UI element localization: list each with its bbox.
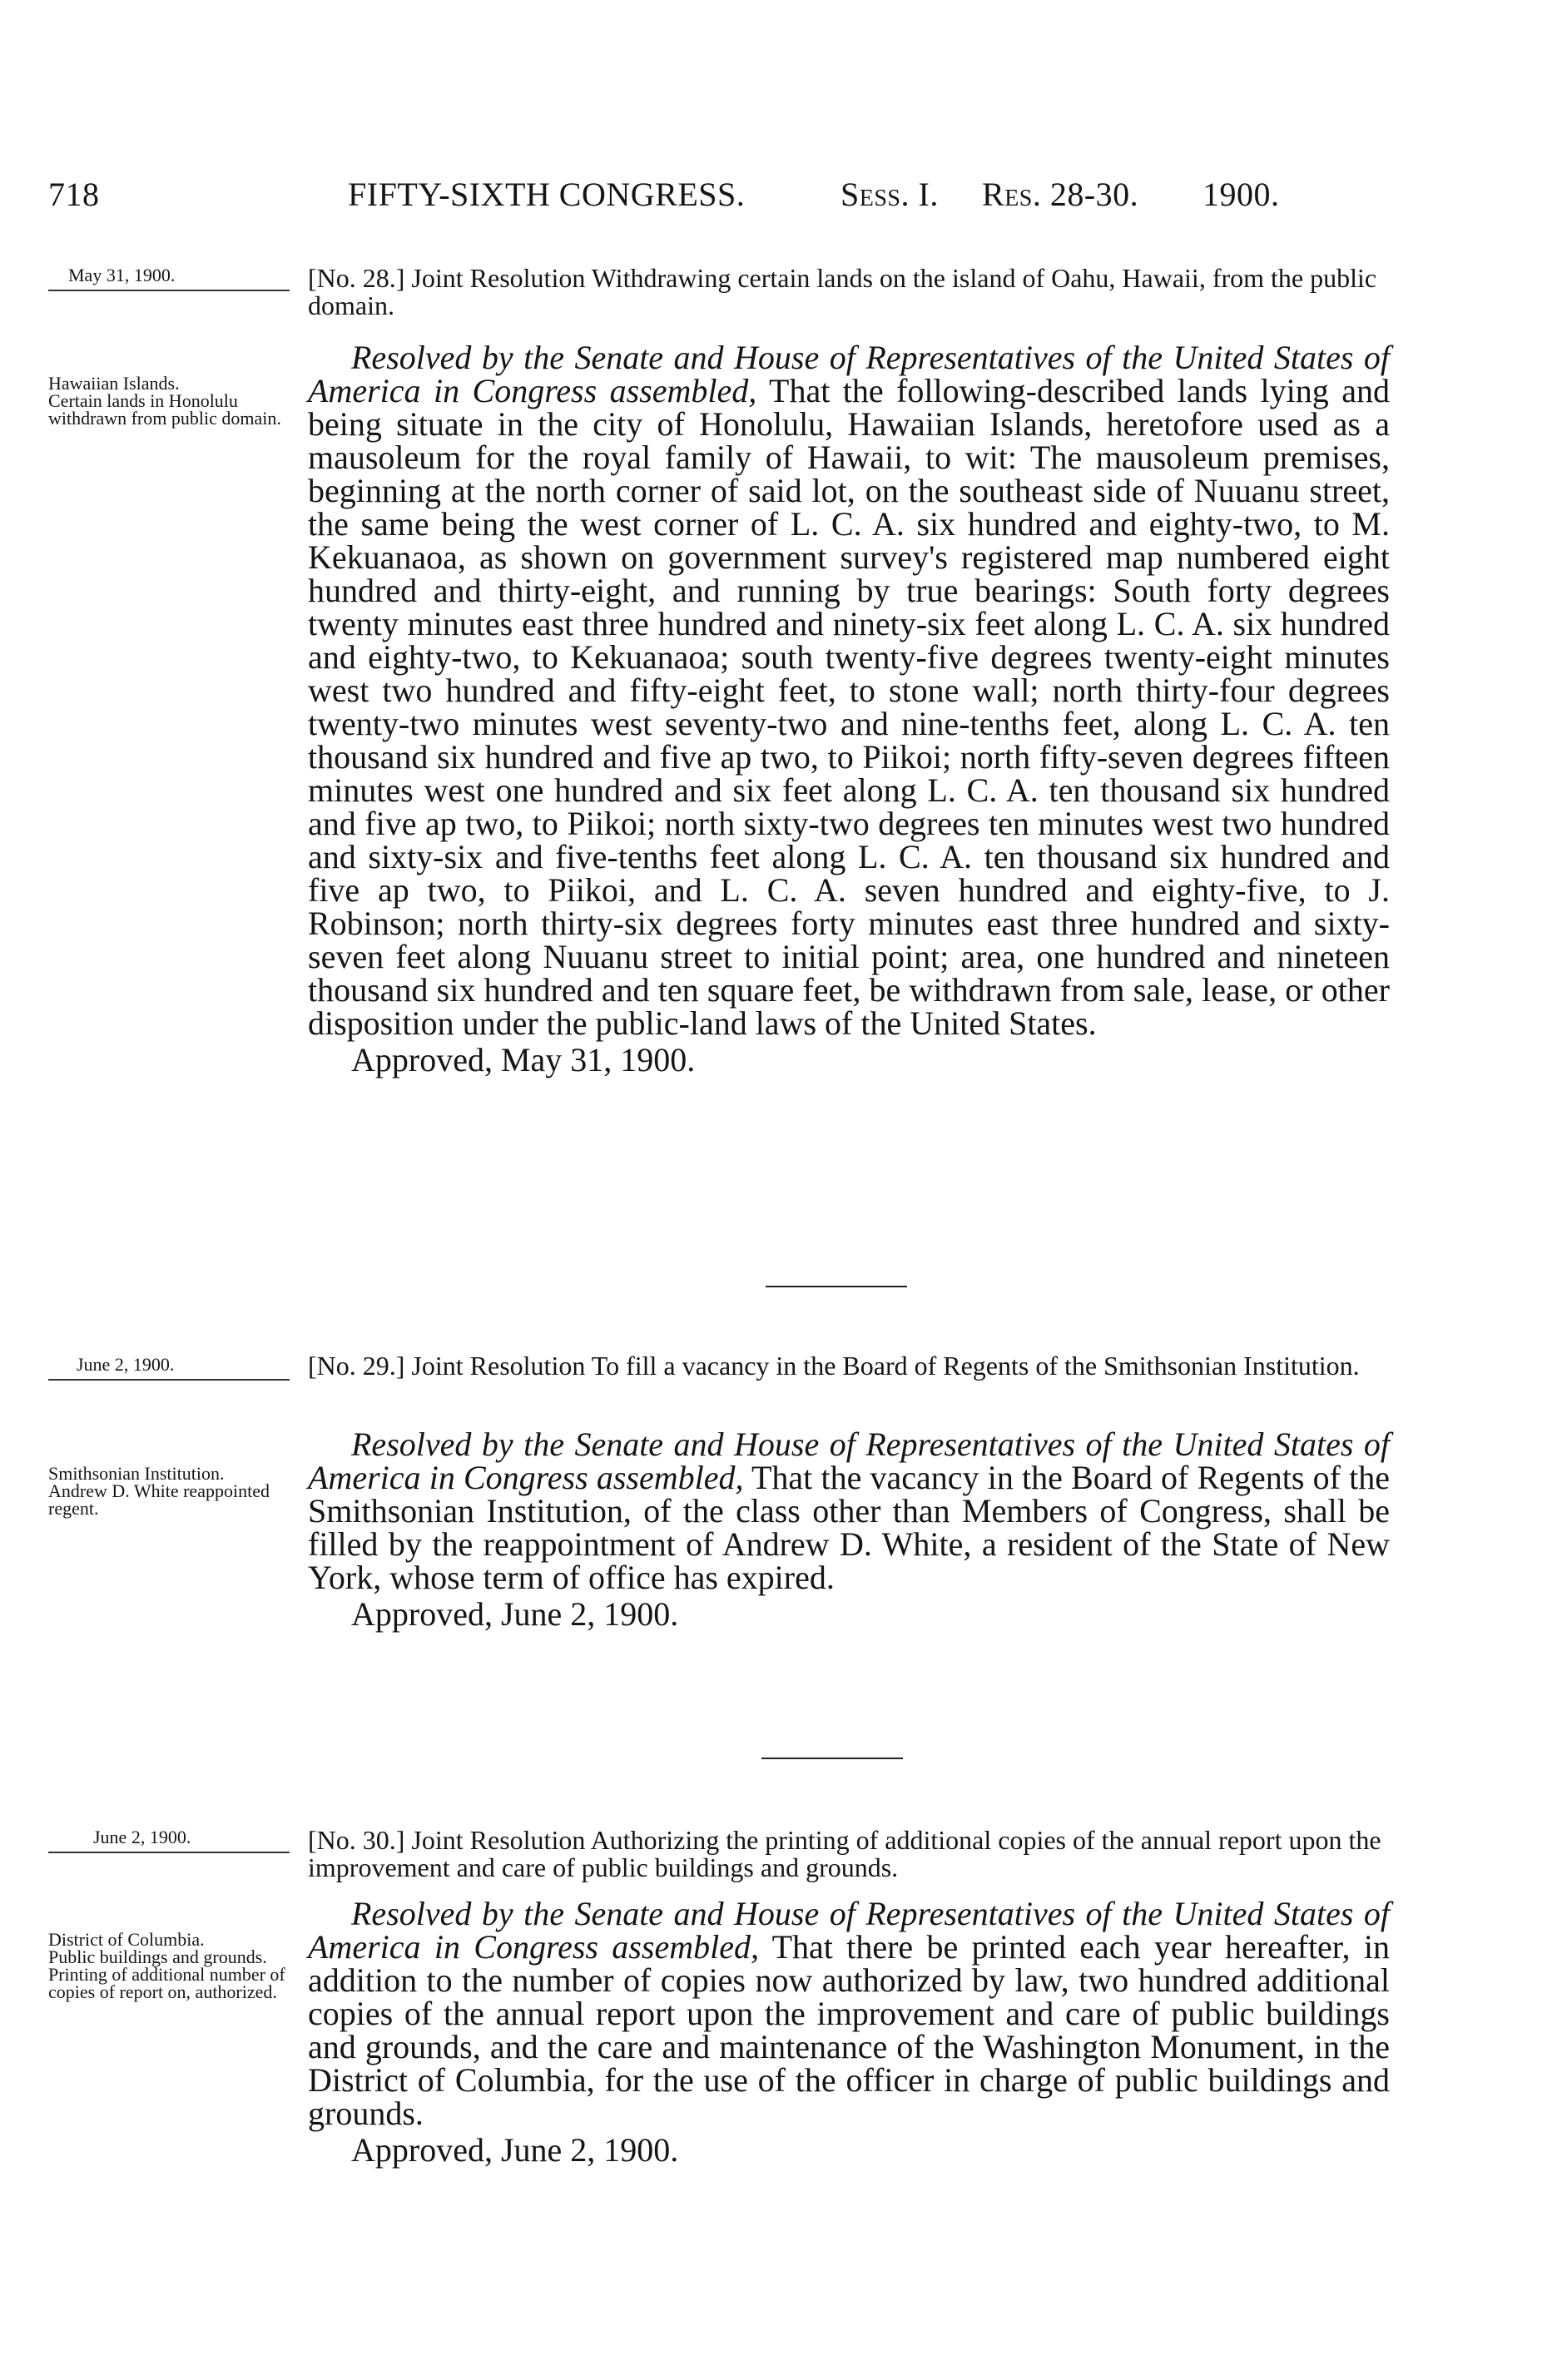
enacting-clause: Resolved by the Senate and House of Representatives of the United States of America in Congress assembled, [308, 1426, 1390, 1496]
separator-rule [766, 1286, 907, 1287]
page-number: 718 [48, 176, 100, 213]
resolution-28-title [308, 265, 1381, 320]
margin-note: Certain lands in Honolulu withdrawn from public domain. [48, 390, 281, 429]
resolution-30-title-text: Joint Resolution Authorizing the printing of additional copies of the annual report upon the improvement and care of public buildings and grounds. [308, 1825, 1381, 1882]
margin-note: Printing of additional number of copies of report on, authorized. [48, 1964, 285, 2002]
date-rule [48, 1379, 290, 1381]
resolution-29-date: June 2, 1900. [77, 1354, 175, 1375]
margin-note: District of Columbia. [48, 1929, 205, 1950]
session-label: Sess. I. [841, 176, 939, 213]
margin-note: Public buildings and grounds. [48, 1946, 267, 1967]
resolution-29-body [308, 1428, 1390, 1631]
date-rule [48, 290, 290, 291]
approved-line: Approved, June 2, 1900. [351, 1595, 679, 1633]
header-year: 1900. [1202, 176, 1280, 213]
resolution-28-title-text: Joint Resolution Withdrawing certain lands on the island of Oahu, Hawaii, from the public domain. [308, 263, 1377, 320]
resolution-30-date: June 2, 1900. [93, 1827, 191, 1847]
enacting-clause: Resolved by the Senate and House of Representatives of the United States of America in Congress assembled, [308, 1895, 1390, 1966]
resolution-30-title [308, 1827, 1381, 1882]
approved-line: Approved, June 2, 1900. [351, 2131, 679, 2169]
resolution-text: That the vacancy in the Board of Regents of the Smithsonian Institution, of the class other than Members of Congress, shall be filled by the reappointment of Andrew D. White, a resident of the State of New York, whose term of office has expired. [308, 1459, 1391, 1596]
resolution-28-date: May 31, 1900. [68, 265, 176, 285]
margin-note: Smithsonian Institution. [48, 1463, 225, 1484]
resolution-29-margin-notes [48, 1465, 290, 1517]
resolution-28-body [308, 341, 1390, 1077]
resolution-29-number: [No. 29.] [308, 1351, 405, 1381]
approved-line: Approved, May 31, 1900. [351, 1041, 696, 1078]
congress-heading: FIFTY-SIXTH CONGRESS. [348, 176, 746, 213]
resolution-28-number: [No. 28.] [308, 263, 405, 293]
margin-note: Andrew D. White reappointed regent. [48, 1480, 270, 1519]
resolution-30-body [308, 1897, 1390, 2167]
resolutions-range: Res. 28-30. [982, 176, 1139, 213]
margin-note: Hawaiian Islands. [48, 373, 180, 394]
resolution-28-margin-notes [48, 374, 290, 427]
enacting-clause: Resolved by the Senate and House of Representatives of the United States of America in Congress assembled, [308, 339, 1390, 409]
resolution-29-title [308, 1352, 1381, 1380]
resolution-text: That the following-described lands lying and being situate in the city of Honolulu, Hawaiian Islands, heretofore used as a mausoleum for the royal family of Hawaii, to wit: The mausoleum premises, beginning at the north corner of said lot, on the southeast side of Nuuanu street, the same being the west corner of L. C. A. six hundred and eighty-two, to M. Kekuanaoa, as shown on government survey's registered map numbered eight hundred and thirty-eight, and running by true bearings: South forty degrees twenty minutes east three hundred and ninety-six feet along L. C. A. six hundred and eighty-two, to Kekuanaoa; south twenty-five degrees twenty-eight minutes west two hundred and fifty-eight feet, to stone wall; north thirty-four degrees twenty-two minutes west seventy-two and nine-tenths feet, along L. C. A. ten thousand six hundred and five ap two, to Piikoi; north fifty-seven degrees fifteen minutes west one hundred and six feet along L. C. A. ten thousand six hundred and five ap two, to Piikoi; north sixty-two degrees ten minutes west two hundred and sixty-six and five-tenths feet along L. C. A. ten thousand six hundred and five ap two, to Piikoi, and L. C. A. seven hundred and eighty-five, to J. Robinson; north thirty-six degrees forty minutes east three hundred and sixty-seven feet along Nuuanu street to initial point; area, one hundred and nineteen thousand six hundred and ten square feet, be withdrawn from sale, lease, or other disposition under the public-land laws of the United States. [308, 372, 1390, 1042]
resolution-text: That there be printed each year hereafter, in addition to the number of copies now authorized by law, two hundred additional copies of the annual report upon the improvement and care of public buildings and grounds, and the care and maintenance of the Washington Monument, in the District of Columbia, for the use of the officer in charge of public buildings and grounds. [308, 1928, 1390, 2132]
date-rule [48, 1852, 290, 1853]
resolution-29-title-text: Joint Resolution To fill a vacancy in the Board of Regents of the Smithsonian Institution. [411, 1351, 1360, 1381]
resolution-30-margin-notes [48, 1931, 290, 2001]
separator-rule [761, 1758, 903, 1759]
resolution-30-number: [No. 30.] [308, 1825, 405, 1855]
